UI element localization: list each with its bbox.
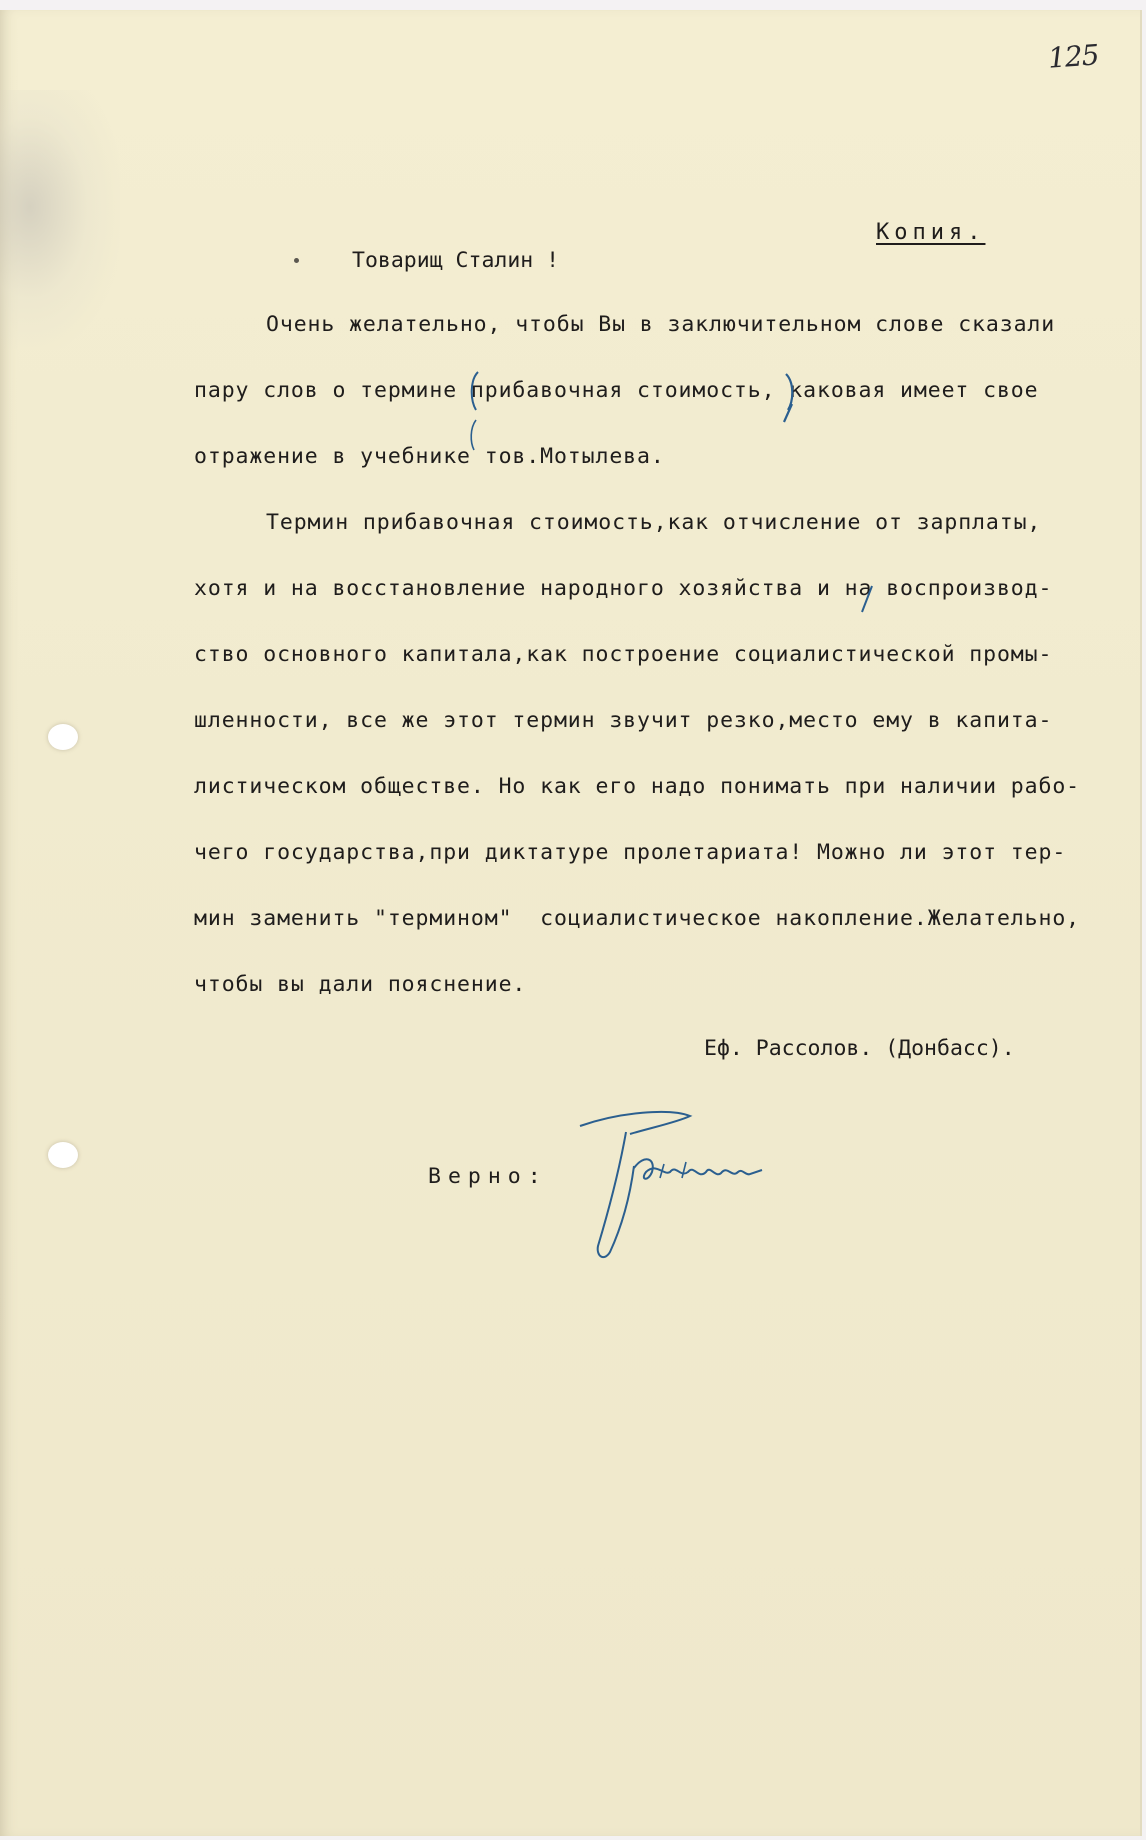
punch-hole-upper — [48, 724, 78, 750]
page-number: 125 — [1046, 38, 1100, 75]
author-signature: Еф. Рассолов. (Донбасс). — [704, 1036, 1015, 1061]
body-line: пару слов о термине прибавочная стоимость, каковая имеет свое — [194, 378, 1039, 403]
paper-stain — [0, 90, 120, 350]
body-line: хотя и на восстановление народного хозяйства и на воспроизвод- — [194, 576, 1053, 601]
body-line: Очень желательно, чтобы Вы в заключительном слове сказали — [266, 312, 1056, 337]
body-line: чтобы вы дали пояснение. — [194, 972, 527, 997]
body-line: шленности, все же этот термин звучит резко,место ему в капита- — [194, 708, 1053, 733]
body-line: листическом обществе. Но как его надо понимать при наличии рабо- — [194, 774, 1081, 799]
body-line: ство основного капитала,как построение социалистической промы- — [194, 642, 1053, 667]
verification-label: Верно: — [428, 1164, 548, 1189]
body-line: Термин прибавочная стоимость,как отчисление от зарплаты, — [266, 510, 1042, 535]
body-line: отражение в учебнике тов.Мотылева. — [194, 444, 665, 469]
margin-dot — [294, 258, 299, 263]
body-line: мин заменить "термином" социалистическое накопление.Желательно, — [194, 906, 1081, 931]
body-line: чего государства,при диктатуре пролетариата! Можно ли этот тер- — [194, 840, 1067, 865]
salutation: Товарищ Сталин ! — [352, 248, 560, 273]
punch-hole-lower — [48, 1142, 78, 1168]
handwritten-signature — [560, 1106, 770, 1276]
copy-mark: Копия. — [876, 220, 986, 245]
